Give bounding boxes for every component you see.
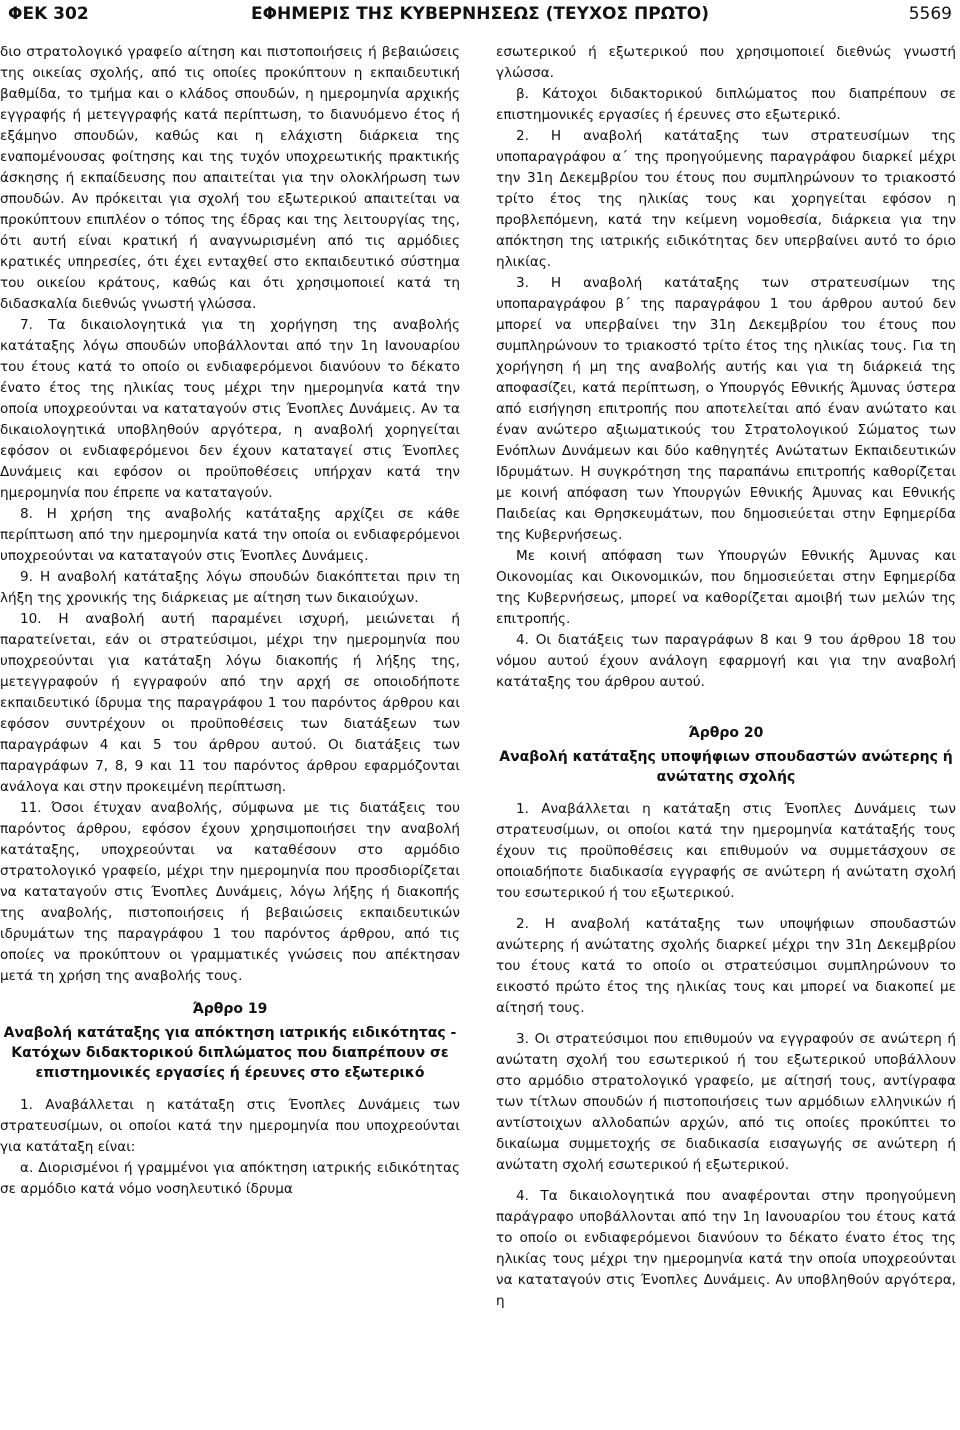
article-19-paragraph-a: α. Διορισμένοι ή γραμμένοι για απόκτηση ιατρικής ειδικότητας σε αρμόδιο κατά νόμο νοσηλευτικό ίδρυμα (0, 1160, 460, 1197)
paragraph-9: 9. Η αναβολή κατάταξης λόγω σπουδών διακόπτεται πριν τη λήξη της χρονικής της διάρκειας με αίτηση των δικαιούχων. (0, 569, 460, 606)
paragraph-10: 10. Η αναβολή αυτή παραμένει ισχυρή, μειώνεται ή παρατείνεται, εάν οι στρατεύσιμοι, μέχρι την ημερομηνία που υποχρεούνται για κατάταξη λόγω διακοπής ή λήξης της, μετεγγραφούν ή εγγραφούν από την αρχή σε οποιοδήποτε εκπαιδευτικό ίδρυμα της παραγράφου 1 του παρόντος άρθρου και εφόσον συντρέχουν οι προϋποθέσεις των διατάξεων των παραγράφων 4 και 5 του άρθρου αυτού. Οι διατάξεις των παραγράφων 7, 8, 9 και 11 του παρόντος άρθρου εφαρμόζονται ανάλογα και στην προκειμένη περίπτωση. (0, 611, 460, 795)
page-number: 5569 (908, 4, 952, 24)
paragraph-b: β. Κάτοχοι διδακτορικού διπλώματος που διαπρέπουν σε επιστημονικές εργασίες ή έρευνες στο εξωτερικό. (496, 86, 956, 123)
article-19-paragraph-1: 1. Αναβάλλεται η κατάταξη στις Ένοπλες Δυνάμεις των στρατευσίμων, οι οποίοι κατά την ημερομηνία που υποχρεούνται για κατάταξη είναι: (0, 1097, 460, 1155)
article-20-paragraph-1: 1. Αναβάλλεται η κατάταξη στις Ένοπλες Δυνάμεις των στρατευσίμων, οι οποίοι κατά την ημερομηνία κατάταξής τους έχουν τις προϋποθέσεις και επιθυμούν να συμμετάσχουν σε οποιαδήποτε διαδικασία εγγραφής σε ανώτερη ή ανώτατη σχολή του εσωτερικού ή του εξωτερικού. (496, 801, 956, 901)
paragraph: διο στρατολογικό γραφείο αίτηση και πιστοποιήσεις ή βεβαιώσεις της οικείας σχολής, από τις οποίες προκύπτουν η εκπαιδευτική βαθμίδα, το τμήμα και ο κλάδος σπουδών, η ημερομηνία αρχικής εγγραφής ή μετεγγραφής κατά περίπτωση, το διανυόμενο έτος ή εξάμηνο σπουδών, καθώς και η ελάχιστη διάρκεια της εναπομένουσας φοίτησης και της τυχόν υποχρεωτικής πρακτικής άσκησης ή εκπαίδευσης που απαιτείται για την ολοκλήρωση των σπουδών. Αν πρόκειται για σχολή του εξωτερικού απαιτείται να προκύπτουν επιπλέον ο τόπος της έδρας και της λειτουργίας της, ότι αυτή είναι κρατική ή αναγνωρισμένη από τις αρμόδιες κρατικές υπηρεσίες, ότι έχει ενταχθεί στο εκπαιδευτικό σύστημα του οικείου κράτους, καθώς και ότι χρησιμοποιεί κατά τη διδασκαλία διεθνώς γνωστή γλώσσα. (0, 44, 460, 312)
left-column (0, 42, 460, 1200)
paragraph-11: 11. Όσοι έτυχαν αναβολής, σύμφωνα με τις διατάξεις του παρόντος άρθρου, εφόσον έχουν χρησιμοποιήσει την αναβολή κατάταξης, υποχρεούνται να καταθέσουν στο αρμόδιο στρατολογικό γραφείο, μέχρι την ημερομηνία που προσδιορίζεται να καταταγούν στις Ένοπλες Δυνάμεις, λόγω λήξης ή διακοπής της αναβολής, πιστοποιήσεις ή βεβαιώσεις εκπαιδευτικών ιδρυμάτων της παραγράφου 1 του παρόντος άρθρου, από τις οποίες να προκύπτουν οι γραμματικές γνώσεις που απέκτησαν μετά τη χρήση της αναβολής τους. (0, 800, 460, 984)
paragraph-2: 2. Η αναβολή κατάταξης των στρατευσίμων της υποπαραγράφου α΄ της προηγούμενης παραγράφου διαρκεί μέχρι την 31η Δεκεμβρίου του έτους που συμπληρώνουν το τριακοστό τρίτο έτος της ηλικίας τους και χορηγείται εφόσον η προβλεπόμενη, κατά την κείμενη νομοθεσία, διάρκεια για την απόκτηση της ιατρικής ειδικότητας δεν υπερβαίνει αυτό το όριο ηλικίας. (496, 128, 956, 270)
article-19-title: Αναβολή κατάταξης για απόκτηση ιατρικής ειδικότητας - Κατόχων διδακτορικού διπλώματος που διαπρέπουν σε επιστημονικές εργασίες ή έρευνες στο εξωτερικό (3, 1025, 457, 1081)
article-20-title: Αναβολή κατάταξης υποψήφιων σπουδαστών ανώτερης ή ανώτατης σχολής (499, 749, 953, 785)
paragraph: εσωτερικού ή εξωτερικού που χρησιμοποιεί διεθνώς γνωστή γλώσσα. (496, 44, 956, 81)
gazette-title: ΕΦΗΜΕΡΙΣ ΤΗΣ ΚΥΒΕΡΝΗΣΕΩΣ (ΤΕΥΧΟΣ ΠΡΩΤΟ) (250, 4, 709, 24)
paragraph-4: 4. Οι διατάξεις των παραγράφων 8 και 9 του άρθρου 18 του νόμου αυτού έχουν ανάλογη εφαρμογή και για την αναβολή κατάταξης του άρθρου αυτού. (496, 632, 956, 690)
article-20-heading: Άρθρο 20 (688, 725, 764, 741)
article-19-heading: Άρθρο 19 (192, 1001, 268, 1017)
paragraph-8: 8. Η χρήση της αναβολής κατάταξης αρχίζει σε κάθε περίπτωση από την ημερομηνία κατά την οποία οι ενδιαφερόμενοι υποχρεούνται να καταταγούν στις Ένοπλες Δυνάμεις. (0, 506, 460, 564)
issue-number: ΦΕΚ 302 (8, 4, 89, 24)
paragraph-3: 3. Η αναβολή κατάταξης των στρατευσίμων της υποπαραγράφου β΄ της παραγράφου 1 του άρθρου αυτού δεν μπορεί να υπερβαίνει την 31η Δεκεμβρίου του έτους που συμπληρώνουν το τριακοστό τρίτο έτος της ηλικίας τους. Για τη χορήγηση ή μη της αναβολής αυτής και για τη διάρκειά της αποφασίζει, κατά περίπτωση, ο Υπουργός Εθνικής Άμυνας ύστερα από εισήγηση επιτροπής που αποτελείται από έναν ανώτατο και έναν ανώτερο αξιωματικούς του Στρατολογικού Σώματος των Ενόπλων Δυνάμεων και δύο καθηγητές Ανώτατων Εκπαιδευτικών Ιδρυμάτων. Η συγκρότηση της παραπάνω επιτροπής καθορίζεται με κοινή απόφαση των Υπουργών Εθνικής Άμυνας και Εθνικής Παιδείας και Θρησκευμάτων, που δημοσιεύεται στην Εφημερίδα της Κυβερνήσεως. (496, 275, 956, 543)
right-column (496, 42, 956, 1312)
article-20-paragraph-2: 2. Η αναβολή κατάταξης των υποψήφιων σπουδαστών ανώτερης ή ανώτατης σχολής διαρκεί μέχρι την 31η Δεκεμβρίου του έτους κατά το οποίο οι στρατεύσιμοι συμπληρώνουν το εικοστό πρώτο έτος της ηλικίας τους και μπορεί να διακοπεί με αίτησή τους. (496, 916, 956, 1016)
paragraph-7: 7. Τα δικαιολογητικά για τη χορήγηση της αναβολής κατάταξης λόγω σπουδών υποβάλλονται από την 1η Ιανουαρίου του έτους κατά το οποίο οι ενδιαφερόμενοι διανύουν το δέκατο ένατο έτος της ηλικίας τους μέχρι την ημερομηνία κατά την οποία υποχρεούνται να καταταγούν στις Ένοπλες Δυνάμεις. Αν τα δικαιολογητικά υποβληθούν αργότερα, η αναβολή χορηγείται εφόσον οι ενδιαφερόμενοι δεν έχουν καταταγεί στις Ένοπλες Δυνάμεις και εφόσον οι προϋποθέσεις υπήρχαν κατά την ημερομηνία που έπρεπε να καταταγούν. (0, 317, 460, 501)
article-20-paragraph-4: 4. Τα δικαιολογητικά που αναφέρονται στην προηγούμενη παράγραφο υποβάλλονται από την 1η Ιανουαρίου του έτους κατά το οποίο οι ενδιαφερόμενοι διανύουν το δέκατο ένατο έτος της ηλικίας τους μέχρι την ημερομηνία κατά την οποία υποχρεούνται να καταταγούν στις Ένοπλες Δυνάμεις. Αν υποβληθούν αργότερα, η (496, 1188, 956, 1309)
page-header (0, 0, 960, 28)
article-20-paragraph-3: 3. Οι στρατεύσιμοι που επιθυμούν να εγγραφούν σε ανώτερη ή ανώτατη σχολή του εσωτερικού ή του εξωτερικού υποβάλλουν στο αρμόδιο στρατολογικό γραφείο, με αίτησή τους, αντίγραφα των τίτλων σπουδών ή πιστοποιήσεις των αρμόδιων ελληνικών ή αντίστοιχων αλλοδαπών αρχών, από τις οποίες προκύπτει το δικαίωμα συμμετοχής σε διαδικασία εισαγωγής σε ανώτερη ή ανώτατη σχολή εσωτερικού ή εξωτερικού. (496, 1031, 956, 1173)
paragraph-joint-decision: Με κοινή απόφαση των Υπουργών Εθνικής Άμυνας και Οικονομίας και Οικονομικών, που δημοσιεύεται στην Εφημερίδα της Κυβερνήσεως, μπορεί να καθορίζεται αμοιβή των μελών της επιτροπής. (496, 548, 956, 627)
